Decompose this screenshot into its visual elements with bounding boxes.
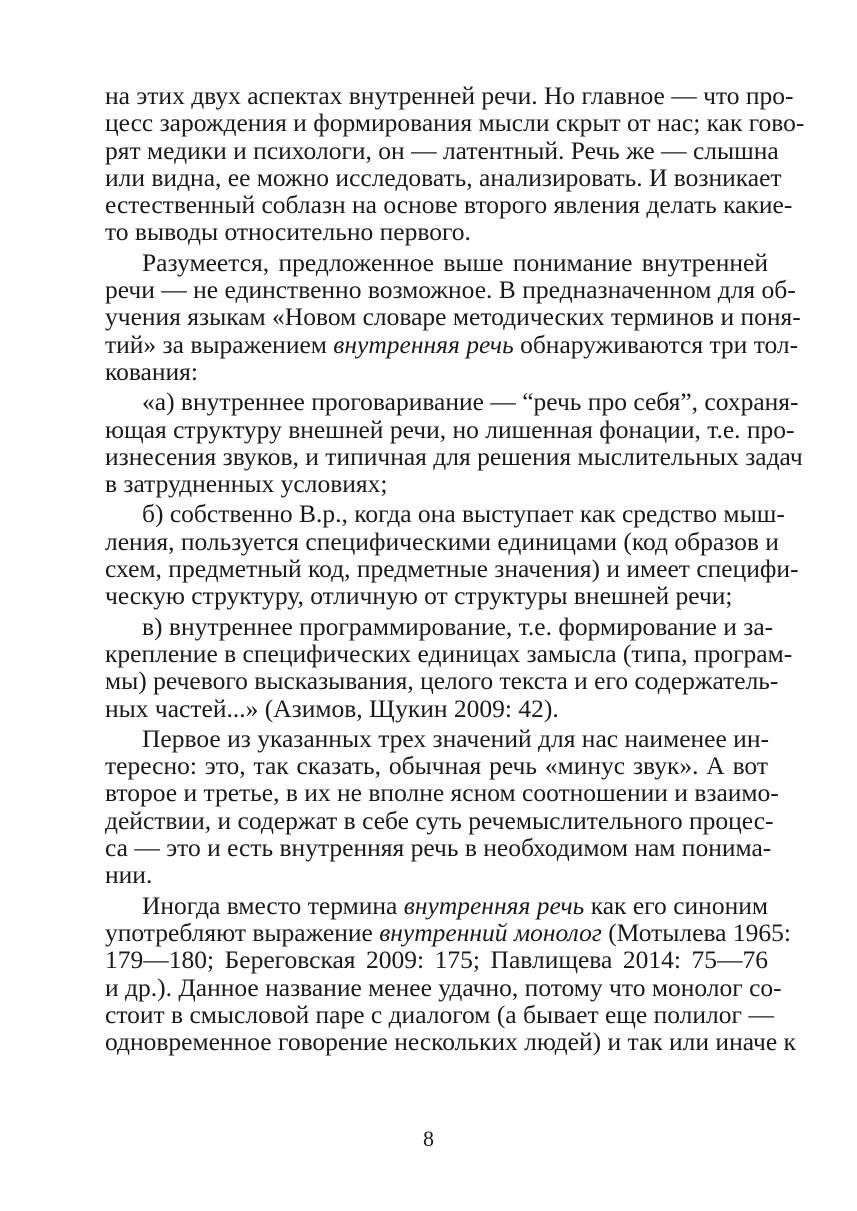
text-run: (Мотылева 1965: [601,917,791,947]
text-line [105,275,796,305]
text-line [105,218,768,245]
text-run: нии. [105,860,153,890]
text-run: мы) речевого высказывания, целого текста и его содержатель- [105,666,779,696]
text-line [105,917,791,947]
text-run: тересно: это, так сказать, обычная речь «минус звук». А вот [105,751,768,781]
text-run: учения языкам «Новом словаре методических терминов и поня- [105,302,801,332]
text-line [105,666,779,696]
text-run: 179—180; Береговская 2009: 175; Павлищева 2014: 75—76 [105,945,768,975]
text-line [105,387,799,417]
text-line [105,892,768,919]
text-line [105,329,799,359]
text-run: второе и третье, в их не вполне ясном соотношении и взаимо- [105,778,779,808]
text-line [105,695,768,722]
text-run: схем, предметный код, предметные значения) и имеет специфи- [105,554,799,584]
text-line [105,162,782,192]
text-run: в затрудненных условиях; [105,469,388,499]
text-line [105,946,768,973]
text-run: ющая структуру внешней речи, но лишенная фонации, т.е. про- [105,414,795,444]
text-run: обнаруживаются три тол- [513,329,799,359]
text-line [105,611,774,641]
text-run: Первое из указанных трех значений для нас наименее ин- [142,723,769,753]
text-run: одновременное говорение нескольких людей) и так или иначе к [105,1027,796,1057]
text-run: б) собственно В.р., когда она выступает как средство мыш- [142,499,785,529]
paragraph-5 [105,611,793,723]
text-run: на этих двух аспектах внутренней речи. Но главное — что про- [105,81,794,110]
text-run: то выводы относительно первого. [105,217,471,247]
text-line [105,135,779,165]
text-line [105,108,805,138]
text-line [105,778,779,808]
text-run: тий» за выражением [105,329,334,359]
text-line [105,302,801,332]
text-line [105,805,774,835]
text-line [105,725,768,752]
text-line [105,554,799,584]
text-line [105,470,768,497]
text-run: действии, и содержат в себе суть речемыслительного процес- [105,805,774,835]
text-run: как его синоним [584,890,768,920]
text-run: в) внутреннее программирование, т.е. формирование и за- [142,611,774,641]
text-run: речи — не единственно возможное. В предназначенном для об- [105,275,796,305]
text-line [105,972,782,1002]
italic-term: внутренняя речь [403,890,585,920]
text-line [105,414,795,444]
paragraph-6 [105,723,779,890]
paragraph-1 [105,81,805,247]
text-run: крепление в специфических единицах замысла (типа, програм- [105,638,793,668]
text-run: рят медики и психологи, он — латентный. Речь же — слышна [105,135,779,165]
text-line [105,358,768,385]
text-run: употребляют выражение [105,917,380,947]
text-run: Разумеется, предложенное выше понимание внутренней [142,247,768,277]
paragraph-4 [105,499,799,611]
text-line [105,752,768,779]
text-line [105,190,793,220]
page-number: 8 [423,1126,434,1151]
text-run: «а) внутреннее проговаривание — “речь про себя”, сохраня- [142,387,799,417]
text-run: цесс зарождения и формирования мысли скрыт от нас; как гово- [105,108,805,138]
text-run: изнесения звуков, и типичная для решения мыслительных задач [105,441,803,471]
text-run: са — это и есть внутренняя речь в необходимом нам понима- [105,833,772,863]
text-line [105,526,779,556]
paragraph-7 [105,890,796,1057]
text-line [105,638,793,668]
text-line [105,1027,796,1057]
text-line [105,441,803,471]
text-line [105,582,768,609]
text-run: и др.). Данное название менее удачно, потому что монолог со- [105,972,782,1002]
text-line [105,81,794,110]
paragraph-2 [105,247,801,386]
text-line [105,999,774,1029]
text-line [105,499,785,529]
text-line [105,861,768,888]
text-run: стоит в смысловой паре с диалогом (а бывает еще полилог — [105,999,774,1029]
text-line [105,249,768,276]
text-run: или видна, ее можно исследовать, анализировать. И возникает [105,162,782,192]
text-run: кования: [105,356,198,386]
text-run: Иногда вместо термина [142,890,404,920]
paragraph-3 [105,387,803,499]
text-run: естественный соблазн на основе второго явления делать какие- [105,190,793,220]
text-run: ных частей...» (Азимов, Щукин 2009: 42). [105,693,559,723]
italic-term: внутренний монолог [379,917,602,947]
italic-term: внутренняя речь [333,329,514,359]
text-run: ческую структуру, отличную от структуры внешней речи; [105,581,733,611]
page-body [105,81,805,1057]
text-run: ления, пользуется специфическими единицами (код образов и [105,526,779,556]
text-line [105,833,772,863]
